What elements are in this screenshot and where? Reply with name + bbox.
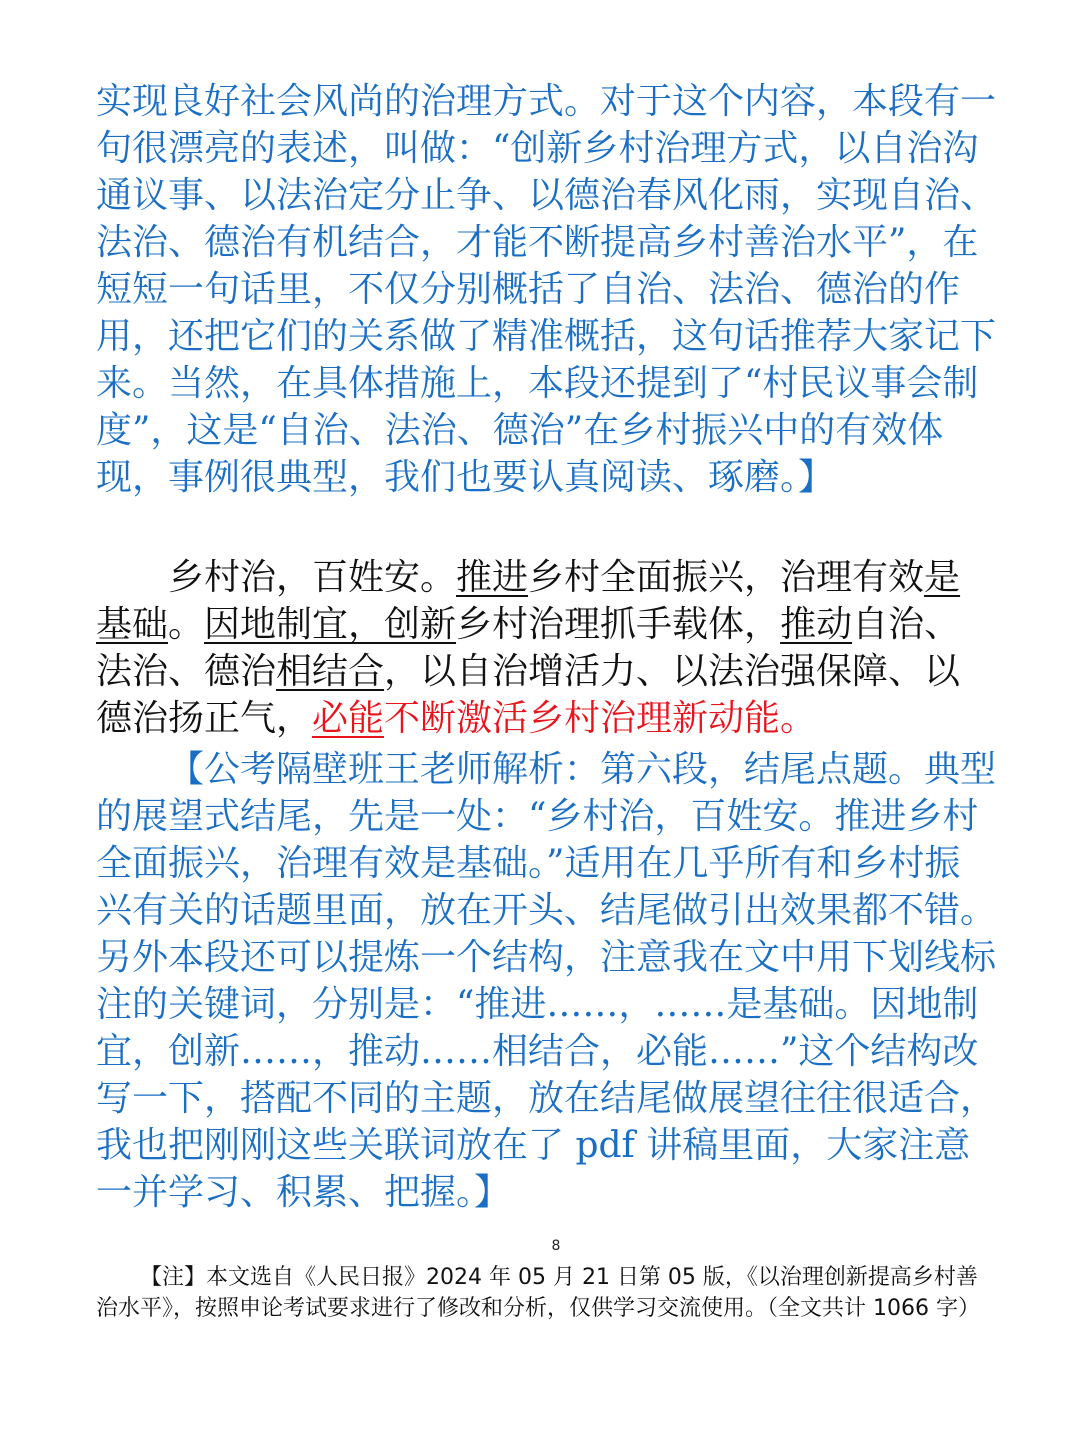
text-segment: ，以自治增活力、以法治强保障、以德治扬正气， (96, 651, 961, 739)
underlined-keyword: 推进 (456, 557, 529, 598)
red-emphasis-text: 不断激活乡村治理新动能。 (384, 698, 817, 739)
underlined-keyword: 是基础 (96, 557, 961, 645)
underlined-keyword: 推动 (780, 604, 853, 645)
text-segment: 乡村治，百姓安。 (168, 557, 457, 598)
article-paragraph-six (96, 554, 996, 742)
page-number: 8 (551, 1238, 561, 1254)
text-segment: 。 (168, 604, 205, 645)
underlined-red-keyword: 必能 (312, 698, 385, 739)
source-note: 【注】本文选自《人民日报》2024 年 05 月 21 日第 05 版，《以治理创新提高乡村善治水平》，按照申论考试要求进行了修改和分析，仅供学习交流使用。（全文共计 1066 字） (96, 1265, 980, 1321)
text-segment: 乡村治理抓手载体， (456, 604, 781, 645)
text-segment: 自治、法治、德治 (96, 604, 961, 692)
commentary-paragraph-six: 【公考隔壁班王老师解析：第六段，结尾点题。典型的展望式结尾，先是一处：“乡村治，百姓安。推进乡村全面振兴，治理有效是基础。”适用在几乎所有和乡村振兴有关的话题里面，放在开头、结尾做引出效果都不错。另外本段还可以提炼一个结构，注意我在文中用下划线标注的关键词，分别是：“推进……，……是基础。因地制宜，创新……，推动……相结合，必能……”这个结构改写一下，搭配不同的主题，放在结尾做展望往往很适合，我也把刚刚这些关联词放在了 pdf 讲稿里面，大家注意一并学习、积累、把握。】 (96, 749, 997, 1213)
commentary-paragraph-continued: 实现良好社会风尚的治理方式。对于这个内容，本段有一句很漂亮的表述，叫做：“创新乡村治理方式，以自治沟通议事、以法治定分止争、以德治春风化雨，实现自治、法治、德治有机结合，才能不断提高乡村善治水平”，在短短一句话里，不仅分别概括了自治、法治、德治的作用，还把它们的关系做了精准概括，这句话推荐大家记下来。当然，在具体措施上，本段还提到了“村民议事会制度”，这是“自治、法治、德治”在乡村振兴中的有效体现，事例很典型，我们也要认真阅读、琢磨。】 (96, 81, 997, 498)
underlined-keyword: 因地制宜，创新 (204, 604, 457, 645)
underlined-keyword: 相结合 (276, 651, 385, 692)
text-segment: 乡村全面振兴，治理有效 (528, 557, 925, 598)
